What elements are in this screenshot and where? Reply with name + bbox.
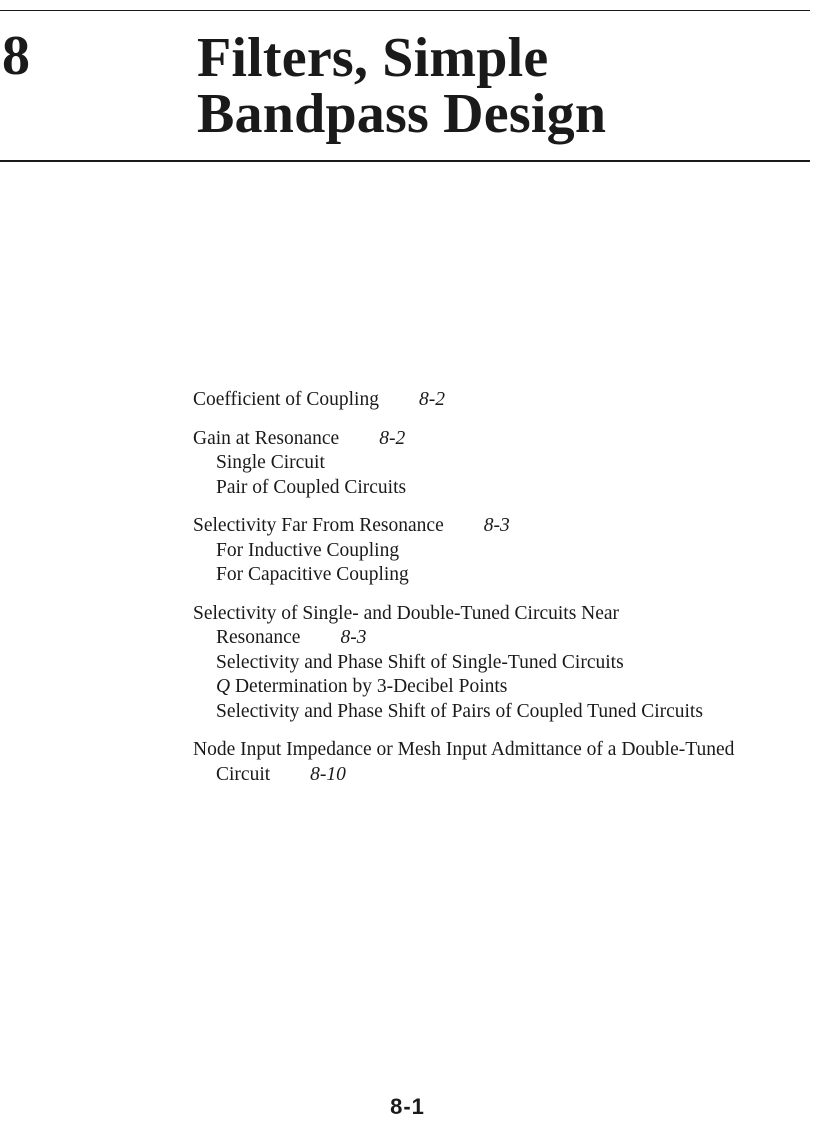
chapter-title-line-1: Filters, Simple [197,27,549,89]
title-underline-rule [0,160,810,162]
toc-subentry-text: Determination by 3-Decibel Points [234,676,508,697]
toc-page-ref: 8-2 [379,427,406,449]
toc-entry-title-continued: Resonance [216,627,301,648]
toc-subentry [193,675,813,700]
chapter-number: 8 [2,25,30,87]
table-of-contents [193,388,813,801]
toc-entry-title: Selectivity Far From Resonance [193,515,444,536]
toc-page-ref: 8-3 [340,627,367,648]
toc-entry-gain-at-resonance [193,427,813,501]
page-number: 8-1 [390,1094,425,1119]
toc-entry-title: Gain at Resonance [193,427,340,449]
toc-entry-title: Selectivity of Single- and Double-Tuned Circuits Near [193,602,620,624]
toc-subentry: Selectivity and Phase Shift of Pairs of Coupled Tuned Circuits [216,700,703,722]
toc-entry-selectivity-near-resonance [193,602,813,725]
toc-entry-node-input-impedance [193,738,813,787]
toc-subentry: For Inductive Coupling [216,539,400,561]
toc-entry-title: Node Input Impedance or Mesh Input Admittance of a Double-Tuned [193,739,735,760]
toc-page-ref: 8-10 [310,763,346,785]
toc-subentry: Single Circuit [216,452,325,473]
top-rule [0,10,810,11]
chapter-title-line-2: Bandpass Design [197,83,607,145]
toc-subentry: For Capacitive Coupling [216,564,409,585]
toc-page-ref: 8-2 [418,389,445,410]
toc-entry-selectivity-far-from-resonance [193,514,813,588]
toc-page-ref: 8-3 [483,515,510,536]
toc-subentry: Pair of Coupled Circuits [216,476,407,498]
toc-entry-title: Coefficient of Coupling [193,389,379,410]
toc-subentry: Selectivity and Phase Shift of Single-Tuned Circuits [216,651,624,673]
chapter-title [197,27,607,145]
toc-entry-title-continued: Circuit [216,763,271,785]
toc-entry-coefficient-of-coupling [193,388,813,413]
q-symbol: Q [216,676,231,697]
